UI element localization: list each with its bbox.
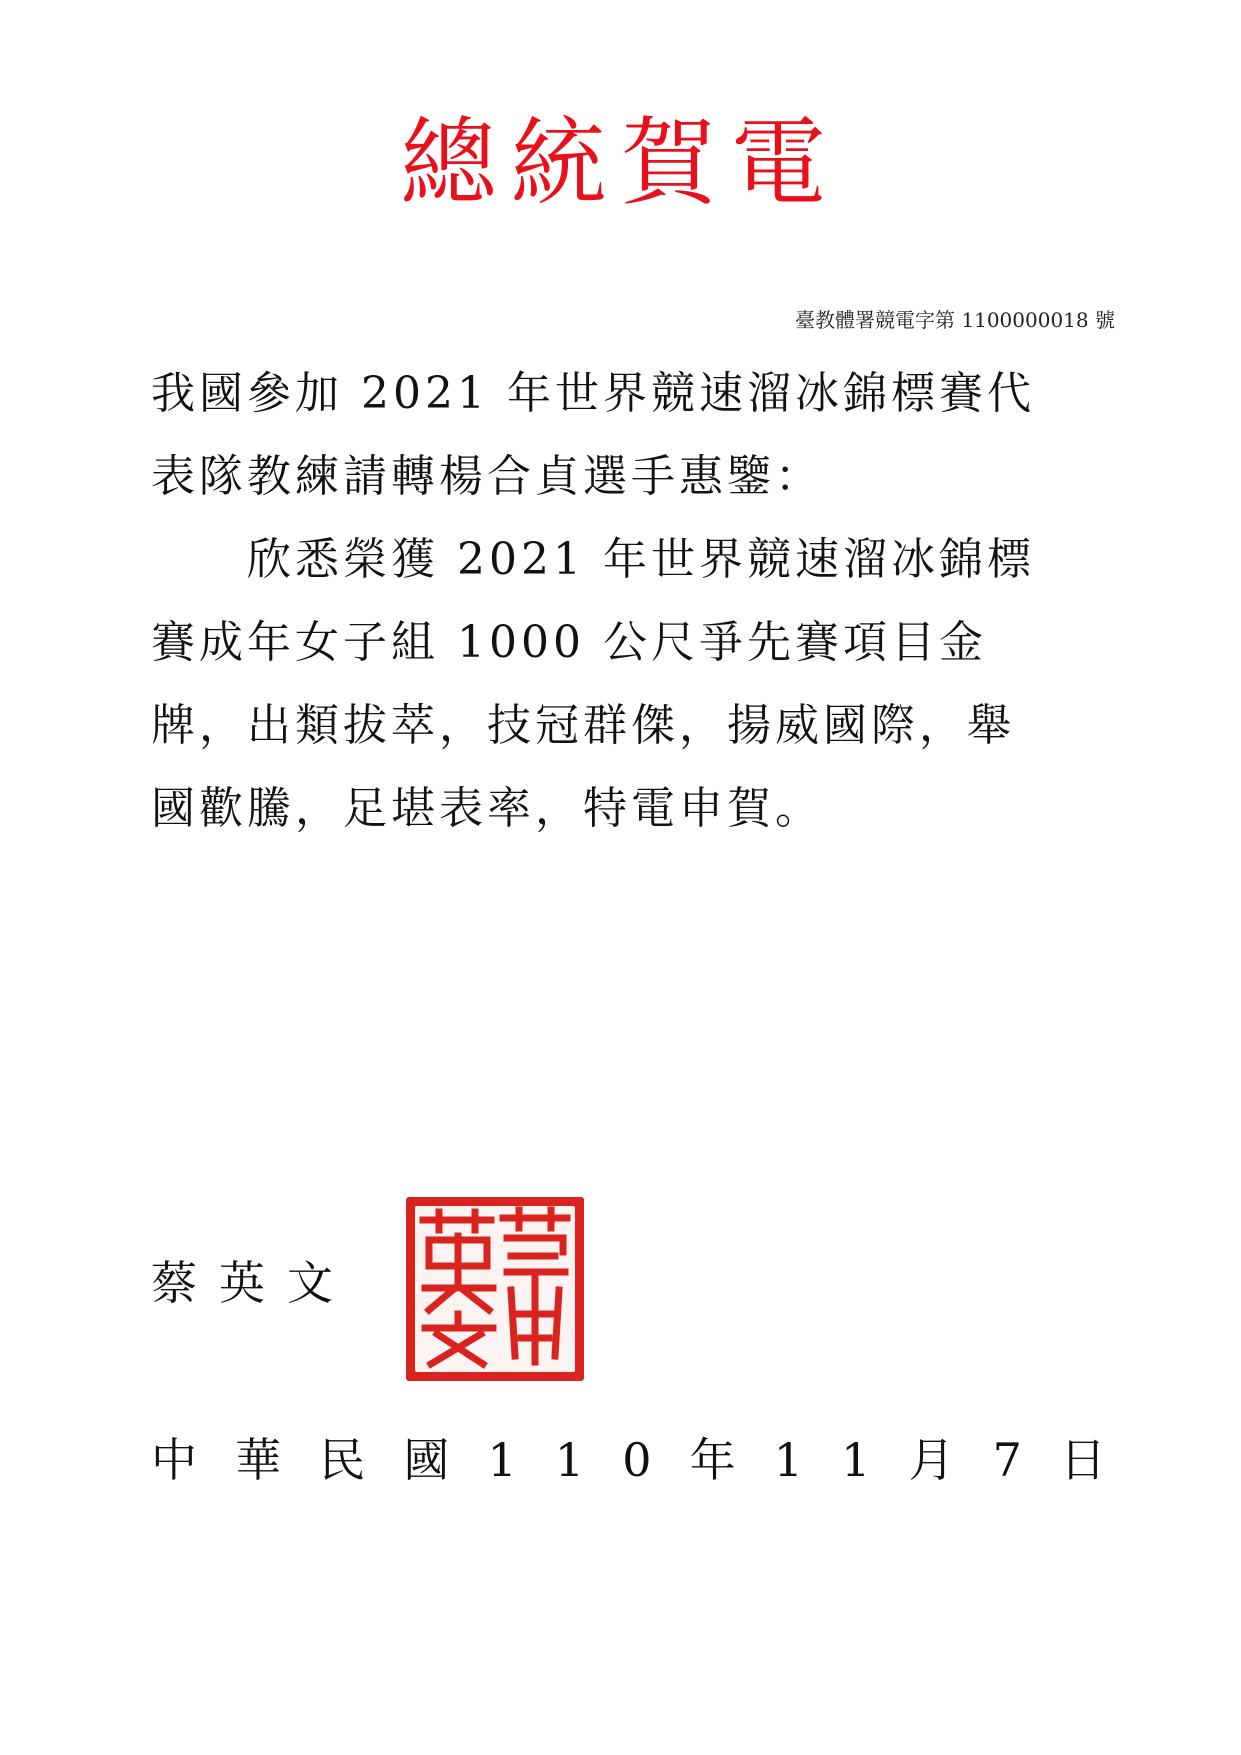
body-line-3: 欣悉榮獲 2021 年世界競速溜冰錦標 — [151, 534, 1035, 585]
seal-glyphs — [415, 1206, 575, 1372]
body-line-5: 牌，出類拔萃，技冠群傑，揚威國際，舉 — [151, 700, 1015, 751]
date-char: 日 — [1060, 1433, 1106, 1487]
date-char: 月 — [908, 1433, 955, 1487]
date-digit: 7 — [992, 1433, 1022, 1487]
date-char: 華 — [235, 1433, 282, 1487]
body-line-6: 國歡騰，足堪表率，特電申賀。 — [151, 783, 823, 834]
date-char: 國 — [403, 1433, 450, 1487]
date-digit: 1 — [841, 1433, 871, 1487]
body-line-1: 我國參加 2021 年世界競速溜冰錦標賽代 — [151, 368, 1035, 419]
date-digit: 1 — [554, 1433, 585, 1487]
signer-name: 蔡英文 — [151, 1256, 355, 1310]
date-digit: 1 — [773, 1433, 803, 1487]
date-line — [151, 1432, 1106, 1488]
document-title: 總統賀電 — [400, 107, 841, 219]
date-char: 年 — [689, 1433, 736, 1487]
date-digit: 0 — [622, 1433, 652, 1487]
date-digit: 1 — [487, 1433, 517, 1487]
date-char: 民 — [319, 1433, 366, 1487]
document-number: 臺教體署競電字第 1100000018 號 — [795, 308, 1115, 332]
date-char: 中 — [151, 1433, 197, 1487]
seal-stamp-icon — [406, 1197, 584, 1381]
body-line-4: 賽成年女子組 1000 公尺爭先賽項目金 — [151, 617, 987, 668]
body-line-2: 表隊教練請轉楊合貞選手惠鑒： — [151, 451, 823, 502]
